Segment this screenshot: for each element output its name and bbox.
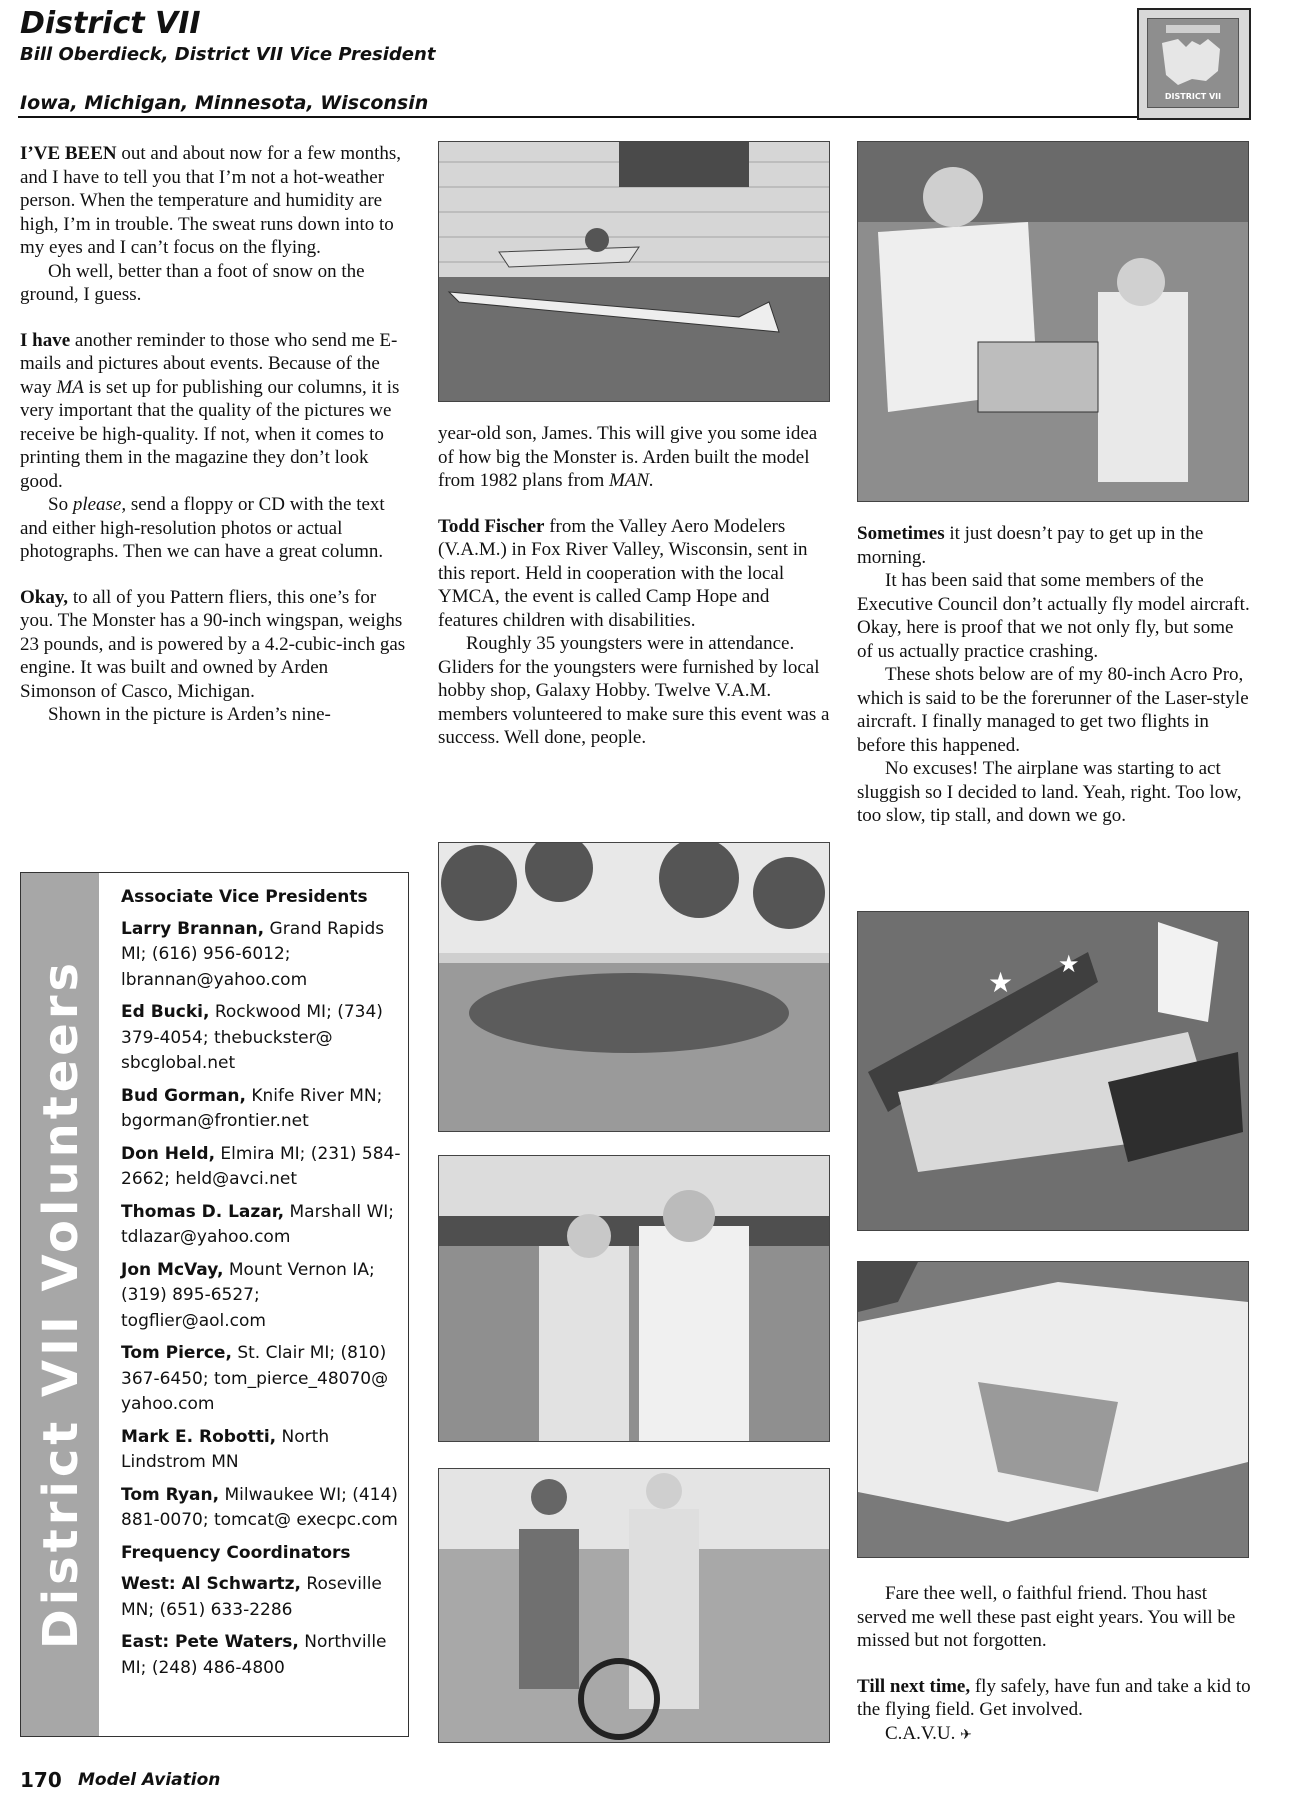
volunteer-entry (121, 917, 406, 994)
page-number: 170 (20, 1768, 62, 1792)
assoc-heading: Associate Vice Presidents (121, 887, 368, 907)
volunteers-title: District VII Volunteers (33, 958, 89, 1650)
text: send a floppy or CD with the text and either high-resolution photos or actual photographs. Then we can have a great column. (20, 494, 385, 562)
magazine-name: Model Aviation (78, 1770, 221, 1790)
lead-in: Sometimes (857, 523, 945, 544)
column-2 (438, 422, 833, 750)
text: So (48, 494, 73, 515)
paragraph (20, 142, 408, 260)
volunteer-name: Ed Bucki, (121, 1002, 210, 1022)
volunteer-info: Grand Rapids MI; (616) 956-6012; lbrannan@yahoo.com (121, 918, 385, 990)
photo-author-with-boy (857, 141, 1249, 502)
lead-in: Todd Fischer (438, 515, 545, 537)
paragraph (857, 1675, 1252, 1722)
volunteer-entry (121, 1084, 406, 1135)
text: out and about now for a few months, and I have to tell you that I’m not a hot-weather person. When the temperature and humidity are high, I’m in trouble. The sweat runs down into to my eyes and I can’t focus on the flying. (20, 143, 402, 258)
text: to all of you Pattern fliers, this one’s for you. The Monster has a 90-inch wingspan, weighs 23 pounds, and is powered by a 4.2-cubic-inch gas engine. It was built and owned by Arden Simonson of Casco, Michigan. (20, 586, 406, 702)
photo-glider-helpers (438, 1155, 830, 1442)
paragraph: No excuses! The airplane was starting to act sluggish so I decided to land. Yeah, right. Too low, too slow, tip stall, and down we go. (857, 758, 1242, 826)
paragraph (20, 586, 408, 704)
volunteer-name: Larry Brannan, (121, 918, 265, 939)
paragraph (20, 493, 408, 564)
column-1 (20, 142, 408, 727)
badge-label: DISTRICT VII (1164, 92, 1222, 101)
volunteer-entry (121, 1572, 406, 1623)
volunteers-list (121, 885, 406, 1688)
paragraph: These shots below are of my 80-inch Acro Pro, which is said to be the forerunner of the Laser-style aircraft. I finally managed to get two flights in before this happened. (857, 664, 1249, 756)
text: please, (72, 494, 127, 515)
volunteer-entry (121, 1341, 406, 1418)
header-rule (18, 116, 1246, 118)
column-3 (857, 522, 1252, 828)
paragraph (20, 329, 408, 494)
paragraph: Roughly 35 youngsters were in attendance. Gliders for the youngsters were furnished by local hobby shop, Galaxy Hobby. Twelve V.A.M. members volunteered to make sure this event was a success. Well done, people. (438, 633, 830, 748)
volunteer-name: Don Held, (121, 1143, 216, 1164)
text: year-old son, James. This will give you some idea of how big the Monster is. Arden built the model from 1982 plans from (438, 423, 818, 491)
volunteer-name: Bud Gorman, (121, 1085, 246, 1106)
volunteer-name: Mark E. Robotti, (121, 1426, 277, 1447)
lead-in: I’VE BEEN (20, 143, 117, 164)
volunteer-info: Northville MI; (248) 486-4800 (121, 1632, 387, 1678)
photo-crashed-plane-wing (857, 911, 1249, 1231)
lead-in: Okay, (20, 586, 69, 608)
volunteers-box (20, 872, 409, 1737)
volunteer-entry (121, 1200, 406, 1251)
plane-icon: ✈ (960, 1727, 972, 1743)
text: MAN. (608, 470, 654, 491)
volunteer-info: Marshall WI; tdlazar@yahoo.com (121, 1201, 395, 1247)
photo-wheelchair-child (438, 1468, 830, 1743)
photo-camp-hope-crowd (438, 842, 830, 1132)
paragraph (857, 522, 1252, 569)
svg-text:★: ★ (1058, 950, 1080, 978)
paragraph: Fare thee well, o faithful friend. Thou hast served me well these past eight years. You will be missed but not forgotten. (857, 1583, 1236, 1651)
volunteer-name: Jon McVay, (121, 1259, 224, 1280)
freq-heading: Frequency Coordinators (121, 1542, 351, 1563)
paragraph: Shown in the picture is Arden’s nine- (48, 704, 331, 725)
sign-off: C.A.V.U. (885, 1722, 956, 1744)
svg-text:★: ★ (988, 966, 1014, 999)
photo-crashed-fuselage (857, 1261, 1249, 1558)
volunteer-entry (121, 1258, 406, 1335)
volunteer-name: East: Pete Waters, (121, 1632, 299, 1652)
paragraph (438, 422, 833, 493)
photo-monster-plane (438, 141, 830, 402)
volunteer-entry (121, 1142, 406, 1193)
volunteer-info: Knife River MN; bgorman@frontier.net (121, 1085, 383, 1131)
text: from the Valley Aero Modelers (V.A.M.) in Fox River Valley, Wisconsin, sent in this report. Held in cooperation with the local YMCA, the event is called Camp Hope and features children with disabilities. (438, 515, 808, 631)
volunteer-name: West: Al Schwartz, (121, 1574, 302, 1594)
text: another reminder to those who send me E-mails and pictures about events. Because of the way (20, 329, 398, 398)
text: is set up for publishing our columns, it is very important that the quality of the pictures we receive be high-quality. If not, when it comes to printing them in the magazine they don’t look good. (20, 376, 400, 492)
paragraph (857, 1722, 1252, 1748)
volunteer-info: Roseville MN; (651) 633-2286 (121, 1574, 382, 1620)
paragraph: Oh well, better than a foot of snow on the ground, I guess. (20, 260, 365, 305)
lead-in: Till next time, (857, 1675, 971, 1697)
volunteer-info: Rockwood MI; (734) 379-4054; thebuckster@ sbcglobal.net (121, 1002, 383, 1073)
volunteers-sidebar (21, 873, 99, 1736)
volunteer-name: Tom Pierce, (121, 1343, 232, 1363)
column-3-end (857, 1582, 1252, 1747)
volunteer-info: North Lindstrom MN (121, 1426, 330, 1472)
paragraph (438, 515, 833, 633)
volunteer-entry (121, 1000, 406, 1077)
volunteer-info: St. Clair MI; (810) 367-6450; tom_pierce_48070@ yahoo.com (121, 1343, 389, 1414)
text: it just doesn’t pay to get up in the morning. (857, 523, 1204, 568)
text: MA (56, 376, 84, 398)
volunteer-name: Tom Ryan, (121, 1484, 220, 1505)
district-map-logo (1147, 18, 1239, 108)
district-badge (1137, 8, 1251, 120)
volunteer-entry (121, 1630, 406, 1681)
paragraph: It has been said that some members of the Executive Council don’t actually fly model aircraft. Okay, here is proof that we not only fly, but some of us actually practice crashing. (857, 570, 1250, 662)
author-byline: Bill Oberdieck, District VII Vice President (20, 44, 436, 65)
section-title: District VII (20, 6, 201, 41)
volunteer-entry (121, 1483, 406, 1534)
volunteer-entry (121, 1425, 406, 1476)
states-line: Iowa, Michigan, Minnesota, Wisconsin (20, 92, 429, 114)
text: fly safely, have fun and take a kid to the flying field. Get involved. (857, 1675, 1251, 1720)
volunteer-info: Elmira MI; (231) 584-2662; held@avci.net (121, 1143, 401, 1189)
lead-in: I have (20, 329, 71, 351)
volunteer-info: Milwaukee WI; (414) 881-0070; tomcat@ execpc.com (121, 1484, 398, 1530)
volunteer-name: Thomas D. Lazar, (121, 1201, 285, 1222)
volunteer-info: Mount Vernon IA; (319) 895-6527; togflier@aol.com (121, 1259, 375, 1331)
